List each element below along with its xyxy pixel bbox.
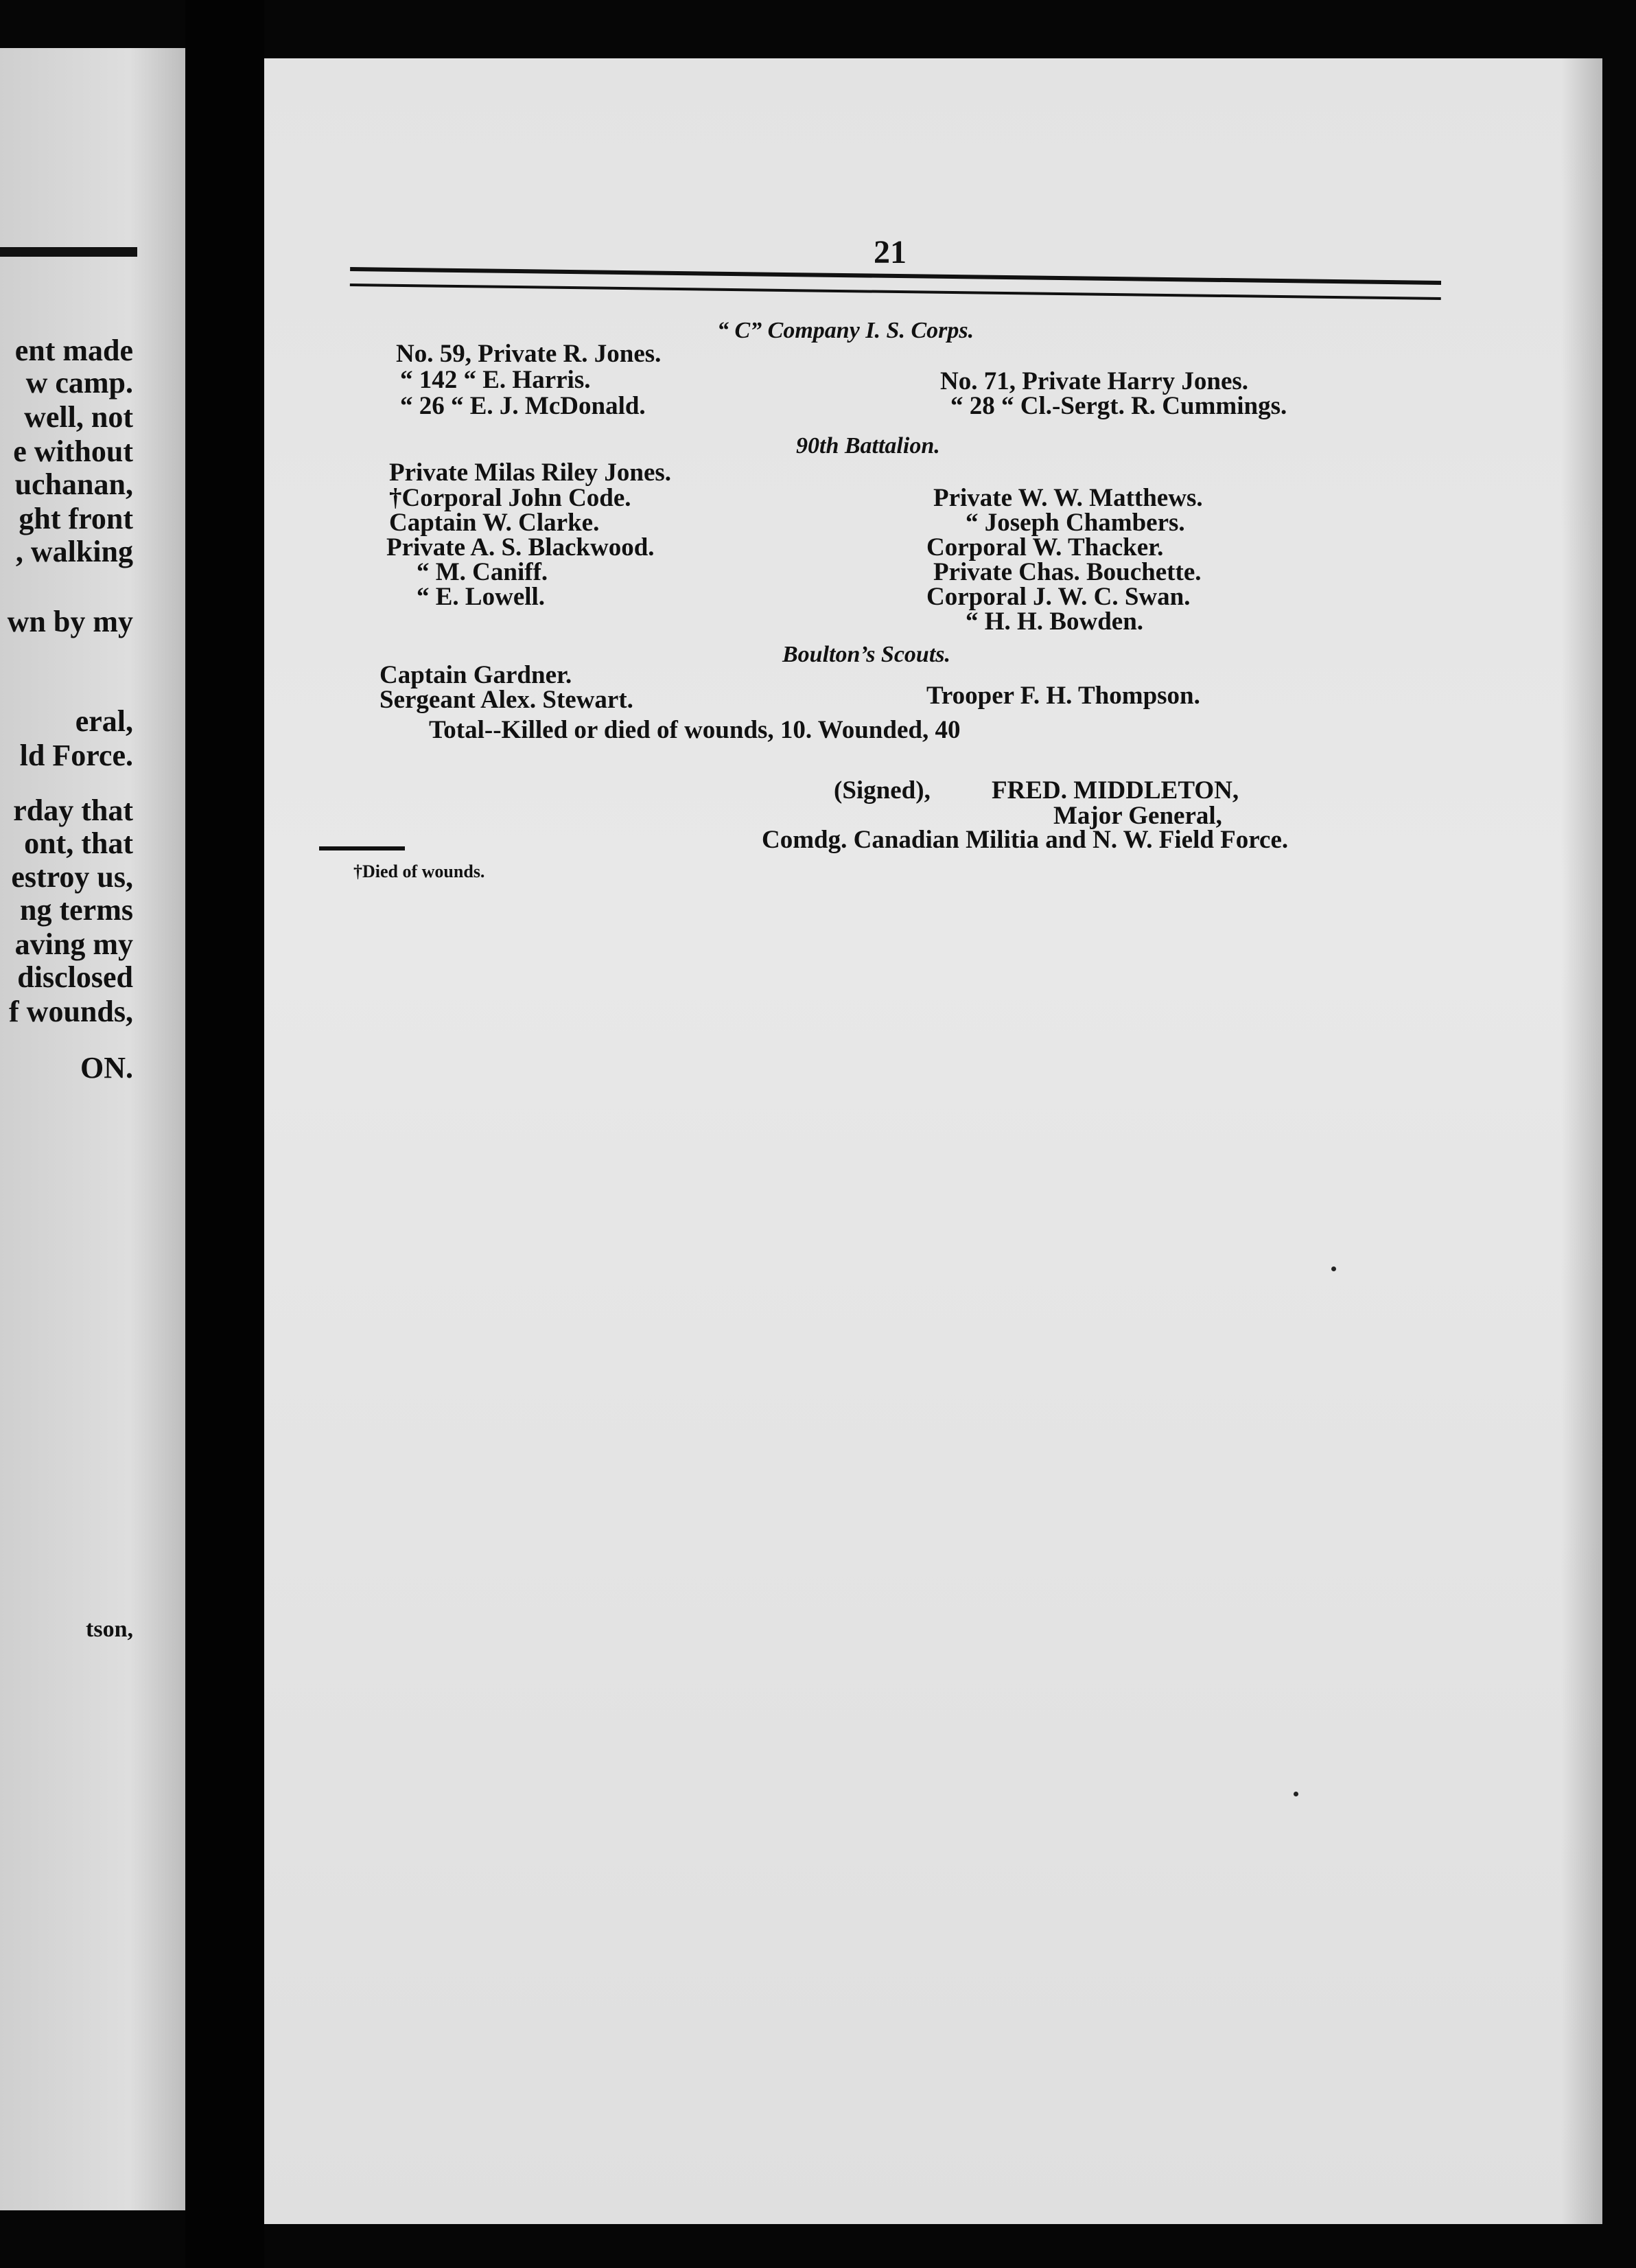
casualty-entry: Corporal W. Thacker. xyxy=(926,533,1164,562)
casualty-entry: Private Milas Riley Jones. xyxy=(389,459,672,487)
casualty-entry: Trooper F. H. Thompson. xyxy=(926,682,1200,710)
section-heading-c-company: “ C” Company I. S. Corps. xyxy=(717,318,974,343)
facing-page-line: ld Force. xyxy=(19,739,133,772)
facing-page-line: uchanan, xyxy=(14,467,133,501)
facing-page-line: w camp. xyxy=(25,366,133,400)
facing-page-line: ent made xyxy=(14,334,133,367)
facing-page-rule xyxy=(0,247,137,257)
casualty-entry: “ 28 “ Cl.-Sergt. R. Cummings. xyxy=(950,392,1287,420)
facing-page-line: eral, xyxy=(75,704,133,738)
section-heading-90th-battalion: 90th Battalion. xyxy=(796,433,940,459)
facing-page-line: well, not xyxy=(24,400,133,434)
facing-page-line: wn by my xyxy=(7,605,133,638)
facing-page-line: estroy us, xyxy=(11,860,133,894)
casualty-entry: Sergeant Alex. Stewart. xyxy=(379,686,633,714)
casualty-entry: “ H. H. Bowden. xyxy=(966,608,1144,636)
casualty-entry: “ Joseph Chambers. xyxy=(966,509,1185,537)
casualty-entry: Private A. S. Blackwood. xyxy=(386,533,655,562)
casualty-entry: †Corporal John Code. xyxy=(389,484,631,512)
facing-page-line: aving my xyxy=(14,927,133,961)
facing-page-line: disclosed xyxy=(17,960,133,994)
casualty-entry: No. 59, Private R. Jones. xyxy=(396,340,662,368)
page-number: 21 xyxy=(874,234,907,270)
facing-page-line: f wounds, xyxy=(9,995,133,1028)
signatory-name: FRED. MIDDLETON, xyxy=(992,776,1239,805)
ink-speck xyxy=(1294,1792,1298,1796)
casualty-entry: Private W. W. Matthews. xyxy=(933,484,1203,512)
signatory-rank: Major General, xyxy=(1053,802,1222,830)
facing-page xyxy=(0,48,185,2210)
signed-label: (Signed), xyxy=(834,776,931,805)
casualty-entry: “ M. Caniff. xyxy=(417,558,548,586)
footnote-rule xyxy=(319,846,405,850)
facing-page-line: ght front xyxy=(19,502,133,535)
signatory-command: Comdg. Canadian Militia and N. W. Field Force. xyxy=(762,826,1289,854)
header-rule xyxy=(350,267,1441,300)
casualty-entry: “ 142 “ E. Harris. xyxy=(400,366,591,394)
casualty-entry: Captain W. Clarke. xyxy=(389,509,600,537)
casualty-entry: No. 71, Private Harry Jones. xyxy=(940,367,1249,395)
facing-page-line: , walking xyxy=(15,535,133,568)
casualty-entry: “ E. Lowell. xyxy=(417,583,546,611)
ink-speck xyxy=(1331,1266,1336,1271)
casualty-total: Total--Killed or died of wounds, 10. Wounded, 40 xyxy=(429,716,961,744)
casualty-entry: Private Chas. Bouchette. xyxy=(933,558,1202,586)
facing-page-line: ON. xyxy=(80,1051,133,1085)
facing-page-line: e without xyxy=(13,435,133,468)
facing-page-line: tson, xyxy=(86,1617,133,1642)
footnote: †Died of wounds. xyxy=(353,861,485,881)
casualty-entry: Captain Gardner. xyxy=(379,661,572,689)
section-heading-boultons-scouts: Boulton’s Scouts. xyxy=(782,642,951,667)
book-gutter xyxy=(185,0,264,2268)
casualty-entry: “ 26 “ E. J. McDonald. xyxy=(400,392,646,420)
facing-page-line: ng terms xyxy=(20,893,133,927)
facing-page-line: ont, that xyxy=(24,826,133,860)
facing-page-line: rday that xyxy=(13,794,133,827)
page-edge-shadow xyxy=(1561,58,1602,2224)
casualty-entry: Corporal J. W. C. Swan. xyxy=(926,583,1191,611)
page xyxy=(264,58,1602,2224)
